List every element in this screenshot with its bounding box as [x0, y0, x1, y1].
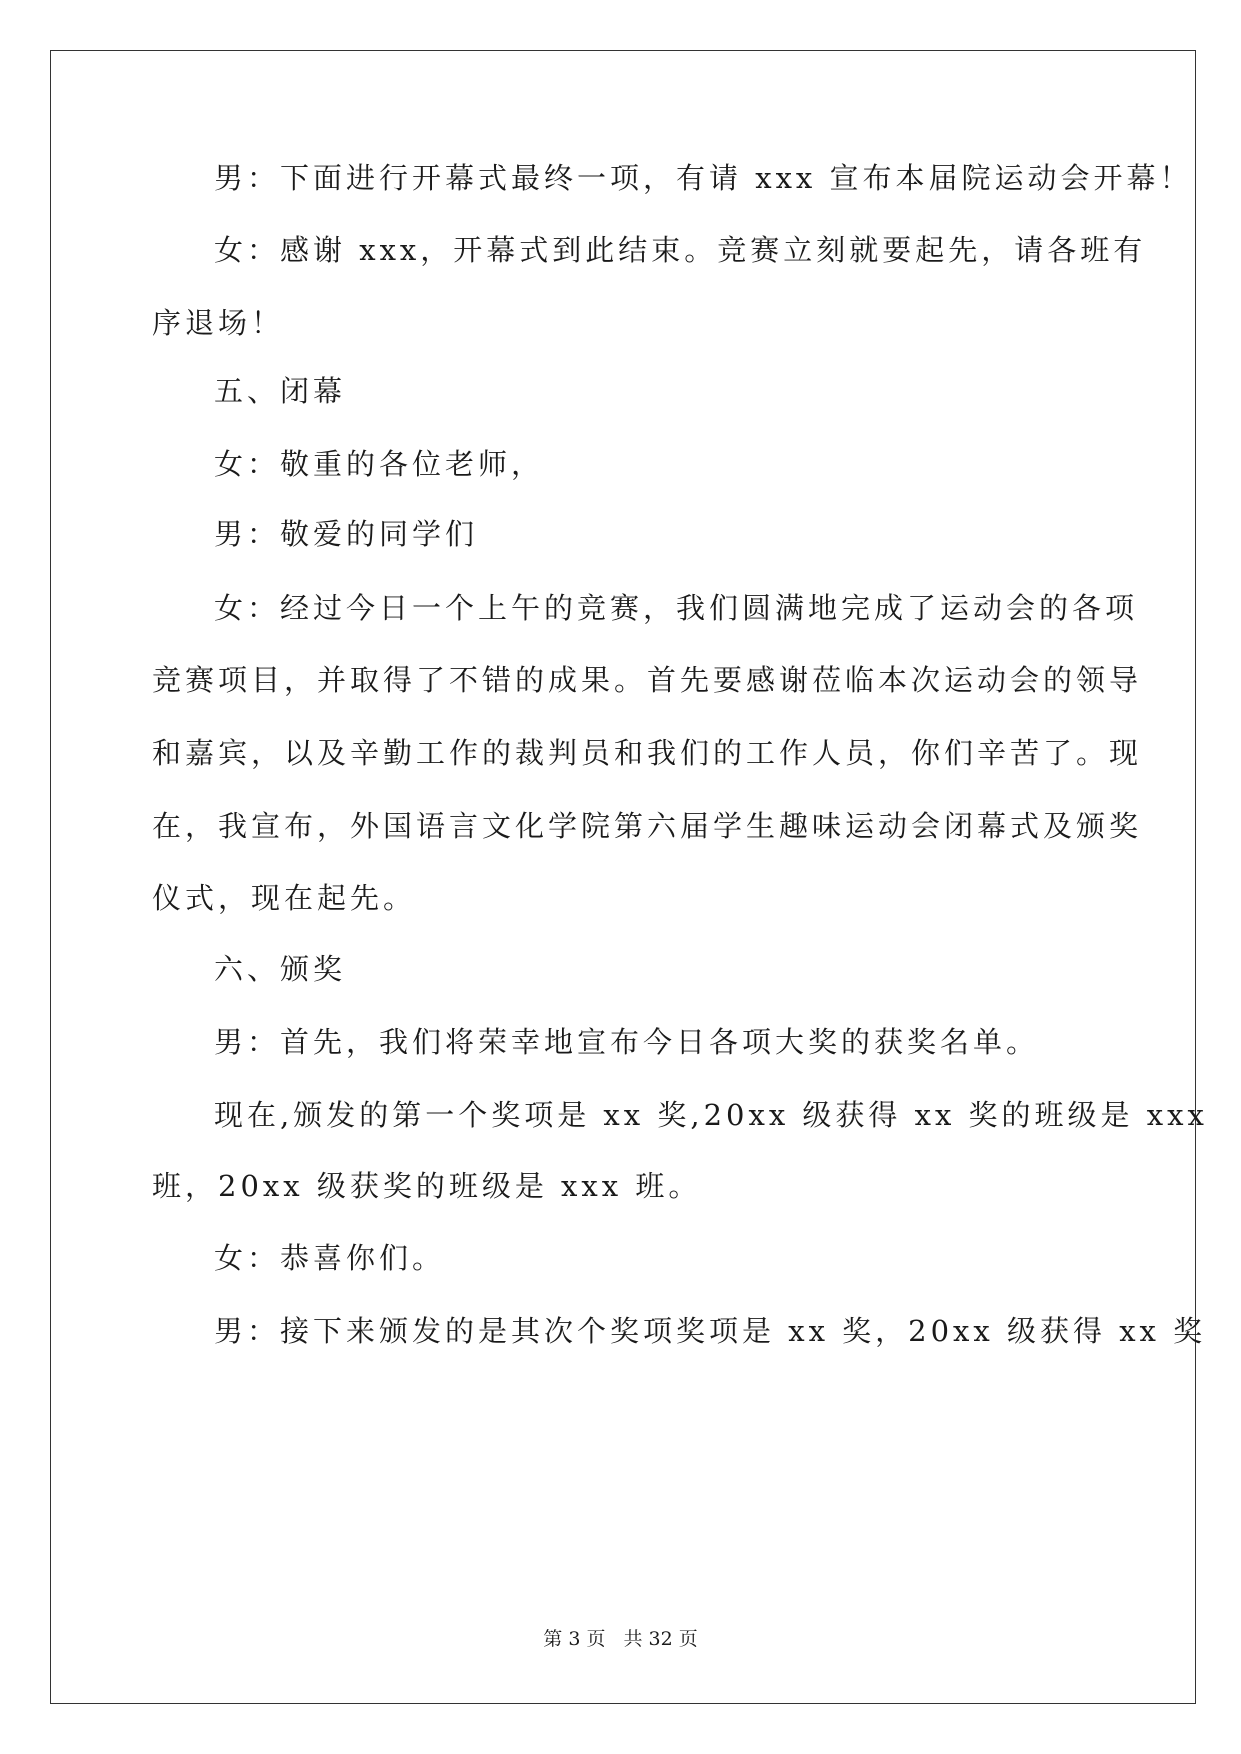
paragraph-line: 现在,颁发的第一个奖项是 xx 奖,20xx 级获得 xx 奖的班级是 xxx: [214, 1098, 1208, 1132]
paragraph-line: 女：恭喜你们。: [214, 1241, 446, 1275]
paragraph-line: 仪式，现在起先。: [152, 881, 417, 915]
section-heading: 六、颁奖: [214, 952, 347, 986]
paragraph-line: 男：下面进行开幕式最终一项，有请 xxx 宣布本届院运动会开幕！: [214, 161, 1193, 195]
paragraph-line: 女：感谢 xxx，开幕式到此结束。竞赛立刻就要起先，请各班有: [214, 233, 1147, 267]
page-border: [50, 50, 1196, 1704]
page-total: 共 32 页: [623, 1628, 698, 1650]
paragraph-line: 男：敬爱的同学们: [214, 517, 479, 551]
paragraph-line: 女：敬重的各位老师，: [214, 447, 545, 481]
paragraph-line: 和嘉宾，以及辛勤工作的裁判员和我们的工作人员，你们辛苦了。现: [152, 736, 1143, 770]
paragraph-line: 女：经过今日一个上午的竞赛，我们圆满地完成了运动会的各项: [214, 591, 1139, 625]
page-number: 第 3 页: [543, 1628, 606, 1650]
paragraph-line: 在，我宣布，外国语言文化学院第六届学生趣味运动会闭幕式及颁奖: [152, 809, 1143, 843]
section-heading: 五、闭幕: [214, 374, 347, 408]
paragraph-line: 男：接下来颁发的是其次个奖项奖项是 xx 奖，20xx 级获得 xx 奖: [214, 1314, 1207, 1348]
paragraph-line: 竞赛项目，并取得了不错的成果。首先要感谢莅临本次运动会的领导: [152, 663, 1143, 697]
paragraph-line: 序退场！: [152, 306, 285, 340]
page-footer: [0, 1626, 1241, 1652]
paragraph-line: 班，20xx 级获奖的班级是 xxx 班。: [152, 1169, 702, 1203]
paragraph-line: 男：首先，我们将荣幸地宣布今日各项大奖的获奖名单。: [214, 1025, 1040, 1059]
